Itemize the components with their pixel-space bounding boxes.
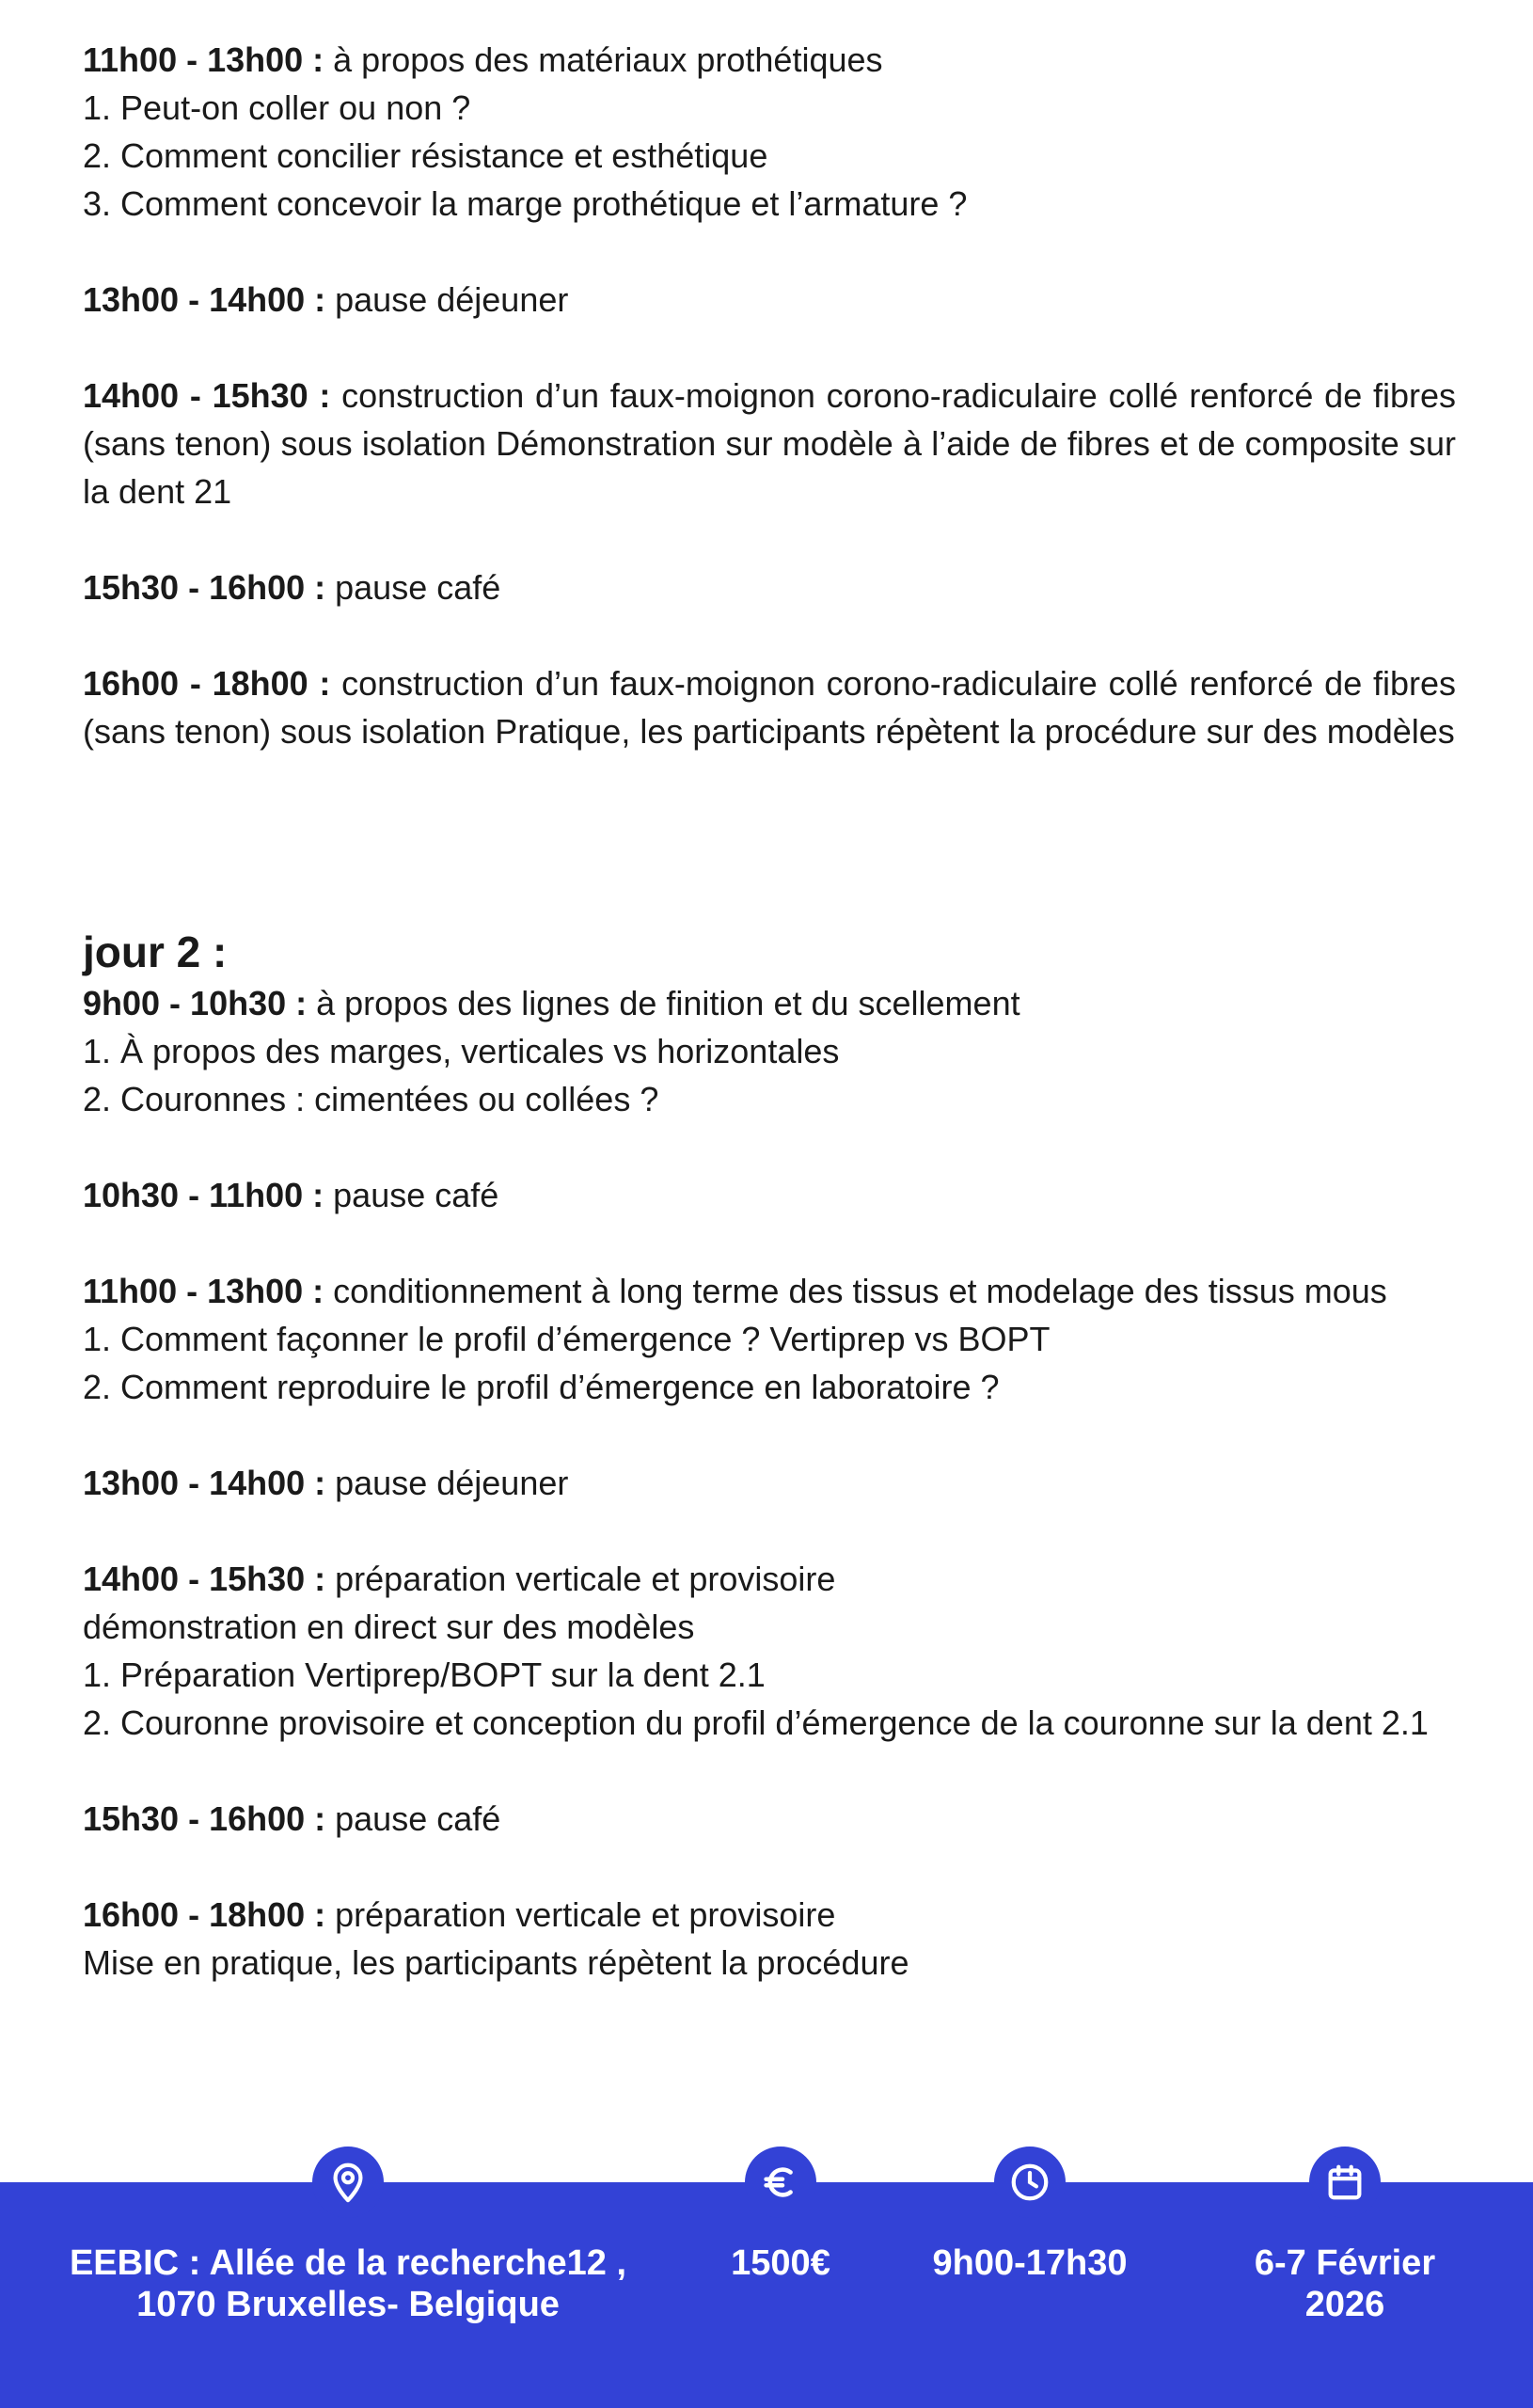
info-hours <box>903 2147 1157 2284</box>
day2-heading: jour 2 : <box>83 927 228 976</box>
session-text: construction d’un faux-moignon corono-radiculaire collé renforcé de fibres (sans tenon) sous isolation Démonstration sur modèle à l’aide de fibres et de composite sur la dent 21 <box>83 376 1457 511</box>
list-item: démonstration en direct sur des modèles <box>83 1608 695 1646</box>
session-time: 11h00 - 13h00 : <box>83 40 324 79</box>
session-day1-1 <box>83 36 1456 228</box>
date-line2: 2026 <box>1304 2285 1385 2324</box>
session-time: 14h00 - 15h30 : <box>83 376 331 415</box>
info-location <box>38 2147 658 2325</box>
session-day2-5 <box>83 1555 1456 1747</box>
session-day1-2 <box>83 276 1456 324</box>
session-text: préparation verticale et provisoire <box>325 1895 836 1934</box>
session-text: pause café <box>325 1799 501 1838</box>
session-day2-2 <box>83 1171 1456 1219</box>
list-item: 1. Préparation Vertiprep/BOPT sur la dent 2.1 <box>83 1656 766 1694</box>
date-line1: 6-7 Février <box>1254 2243 1436 2283</box>
session-time: 16h00 - 18h00 : <box>83 1895 326 1934</box>
session-text: à propos des lignes de finition et du scellement <box>307 984 1020 1022</box>
session-time: 15h30 - 16h00 : <box>83 568 326 607</box>
session-day2-6 <box>83 1795 1456 1843</box>
hours-value: 9h00-17h30 <box>932 2243 1128 2283</box>
session-time: 13h00 - 14h00 : <box>83 280 326 319</box>
list-item: 1. Peut-on coller ou non ? <box>83 88 471 127</box>
info-date <box>1204 2147 1486 2325</box>
session-day1-5 <box>83 659 1456 755</box>
session-day2-1 <box>83 979 1456 1123</box>
list-item: 2. Comment concilier résistance et esthétique <box>83 136 768 175</box>
list-item: 1. Comment façonner le profil d’émergence ? Vertiprep vs BOPT <box>83 1320 1051 1358</box>
session-text: pause café <box>324 1176 499 1214</box>
session-time: 15h30 - 16h00 : <box>83 1799 326 1838</box>
list-item: 2. Couronnes : cimentées ou collées ? <box>83 1080 659 1118</box>
location-line1: EEBIC : Allée de la recherche12 , <box>69 2243 627 2283</box>
session-day1-4 <box>83 563 1456 611</box>
session-text: construction d’un faux-moignon corono-radiculaire collé renforcé de fibres (sans tenon) sous isolation Pratique, les participants répètent la procédure sur des modèles <box>83 664 1457 751</box>
session-text: à propos des matériaux prothétiques <box>324 40 883 79</box>
location-pin-icon <box>312 2147 384 2218</box>
euro-icon <box>745 2147 816 2218</box>
session-day2-7 <box>83 1891 1456 1987</box>
session-day2-3 <box>83 1267 1456 1411</box>
session-day2-4 <box>83 1459 1456 1507</box>
session-time: 14h00 - 15h30 : <box>83 1560 326 1598</box>
session-text: préparation verticale et provisoire <box>325 1560 836 1598</box>
session-text: pause café <box>325 568 501 607</box>
session-text: conditionnement à long terme des tissus et modelage des tissus mous <box>324 1272 1387 1310</box>
info-price <box>687 2147 875 2284</box>
session-day1-3 <box>83 372 1456 515</box>
session-text: pause déjeuner <box>325 280 569 319</box>
clock-icon <box>994 2147 1066 2218</box>
list-item: 1. À propos des marges, verticales vs horizontales <box>83 1032 840 1070</box>
session-time: 9h00 - 10h30 : <box>83 984 308 1022</box>
session-time: 11h00 - 13h00 : <box>83 1272 324 1310</box>
location-line2: 1070 Bruxelles- Belgique <box>136 2285 560 2324</box>
list-item: 2. Couronne provisoire et conception du profil d’émergence de la couronne sur la dent 2.1 <box>83 1703 1429 1742</box>
session-time: 10h30 - 11h00 : <box>83 1176 324 1214</box>
list-item: 3. Comment concevoir la marge prothétique et l’armature ? <box>83 184 968 223</box>
session-time: 13h00 - 14h00 : <box>83 1464 326 1502</box>
price-value: 1500€ <box>731 2243 830 2283</box>
program-content <box>83 36 1456 2035</box>
session-text: pause déjeuner <box>325 1464 569 1502</box>
session-time: 16h00 - 18h00 : <box>83 664 331 703</box>
list-item: 2. Comment reproduire le profil d’émergence en laboratoire ? <box>83 1368 1000 1406</box>
calendar-icon <box>1309 2147 1381 2218</box>
list-item: Mise en pratique, les participants répètent la procédure <box>83 1943 909 1982</box>
